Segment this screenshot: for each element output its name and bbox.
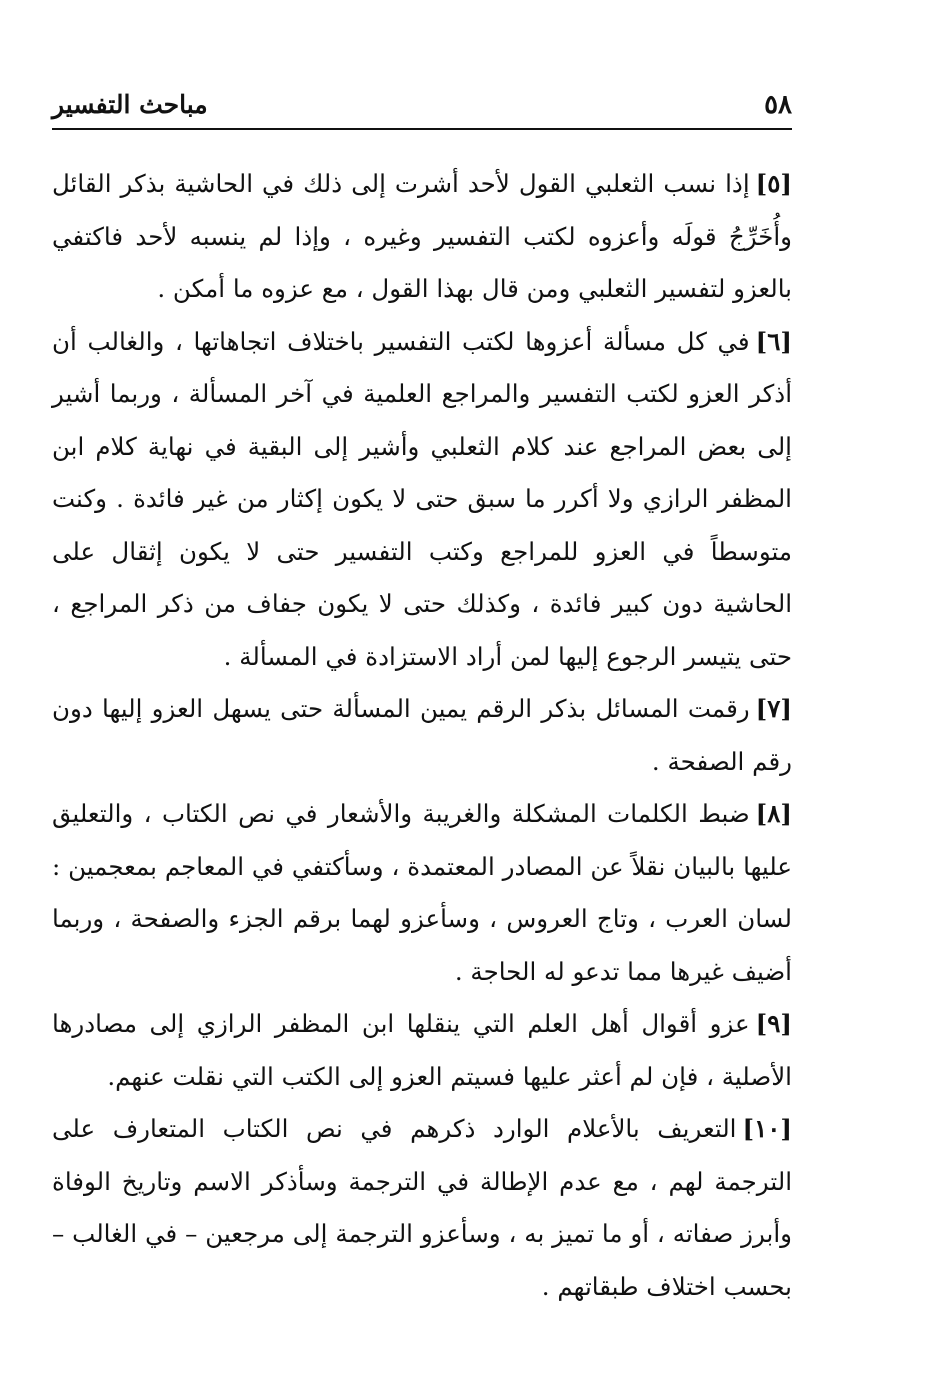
paragraph-text: في كل مسألة أعزوها لكتب التفسير باختلاف اتجاهاتها ، والغالب أن أذكر العزو لكتب التفسير والمراجع العلمية في آخر المسألة ، وربما أشير إلى بعض المراجع عند كلام الثعلبي وأشير إلى البقية في نهاية كلام ابن المظفر الرازي ولا أكرر ما سبق حتى لا يكون إكثار من غير فائدة . وكنت متوسطاً في العزو للمراجع وكتب التفسير حتى لا يكون إثقال على الحاشية دون كبير فائدة ، وكذلك حتى لا يكون جفاف من ذكر المراجع ، حتى يتيسر الرجوع إليها لمن أراد الاستزادة في المسألة . — [52, 326, 792, 671]
paragraph-7 — [52, 683, 792, 788]
running-title: مباحث التفسير — [52, 90, 208, 119]
page-body — [52, 158, 792, 1313]
paragraph-8 — [52, 788, 792, 998]
paragraph-number: [٨] — [755, 799, 792, 828]
paragraph-text: إذا نسب الثعلبي القول لأحد أشرت إلى ذلك في الحاشية بذكر القائل وأُخَرِّجُ قولَه وأعزوه لكتب التفسير وغيره ، وإذا لم ينسبه لأحد فاكتفي بالعزو لتفسير الثعلبي ومن قال بهذا القول ، مع عزوه ما أمكن . — [52, 169, 792, 303]
paragraph-number: [١٠] — [742, 1114, 792, 1143]
paragraph-10 — [52, 1103, 792, 1313]
paragraph-text: رقمت المسائل بذكر الرقم يمين المسألة حتى يسهل العزو إليها دون رقم الصفحة . — [52, 694, 792, 776]
paragraph-number: [٥] — [755, 169, 792, 198]
paragraph-text: ضبط الكلمات المشكلة والغريبة والأشعار في نص الكتاب ، والتعليق عليها بالبيان نقلاً عن المصادر المعتمدة ، وسأكتفي في المعاجم بمعجمين : لسان العرب ، وتاج العروس ، وسأعزو لهما برقم الجزء والصفحة ، وربما أضيف غيرها مما تدعو له الحاجة . — [52, 799, 792, 986]
paragraph-number: [٧] — [755, 694, 792, 723]
paragraph-5 — [52, 158, 792, 316]
paragraph-number: [٦] — [755, 326, 792, 356]
paragraph-text: عزو أقوال أهل العلم التي ينقلها ابن المظفر الرازي إلى مصادرها الأصلية ، فإن لم أعثر عليها فسيتم العزو إلى الكتب التي نقلت عنهم. — [52, 1009, 792, 1091]
page-header — [52, 88, 792, 130]
paragraph-9 — [52, 998, 792, 1103]
paragraph-number: [٩] — [755, 1009, 792, 1038]
paragraph-text: التعريف بالأعلام الوارد ذكرهم في نص الكتاب المتعارف على الترجمة لهم ، مع عدم الإطالة في الترجمة وسأذكر الاسم وتاريخ الوفاة وأبرز صفاته ، أو ما تميز به ، وسأعزو الترجمة إلى مرجعين – في الغالب – بحسب اختلاف طبقاتهم . — [52, 1114, 792, 1301]
page-number: ٥٨ — [764, 90, 792, 120]
paragraph-6 — [52, 316, 792, 684]
